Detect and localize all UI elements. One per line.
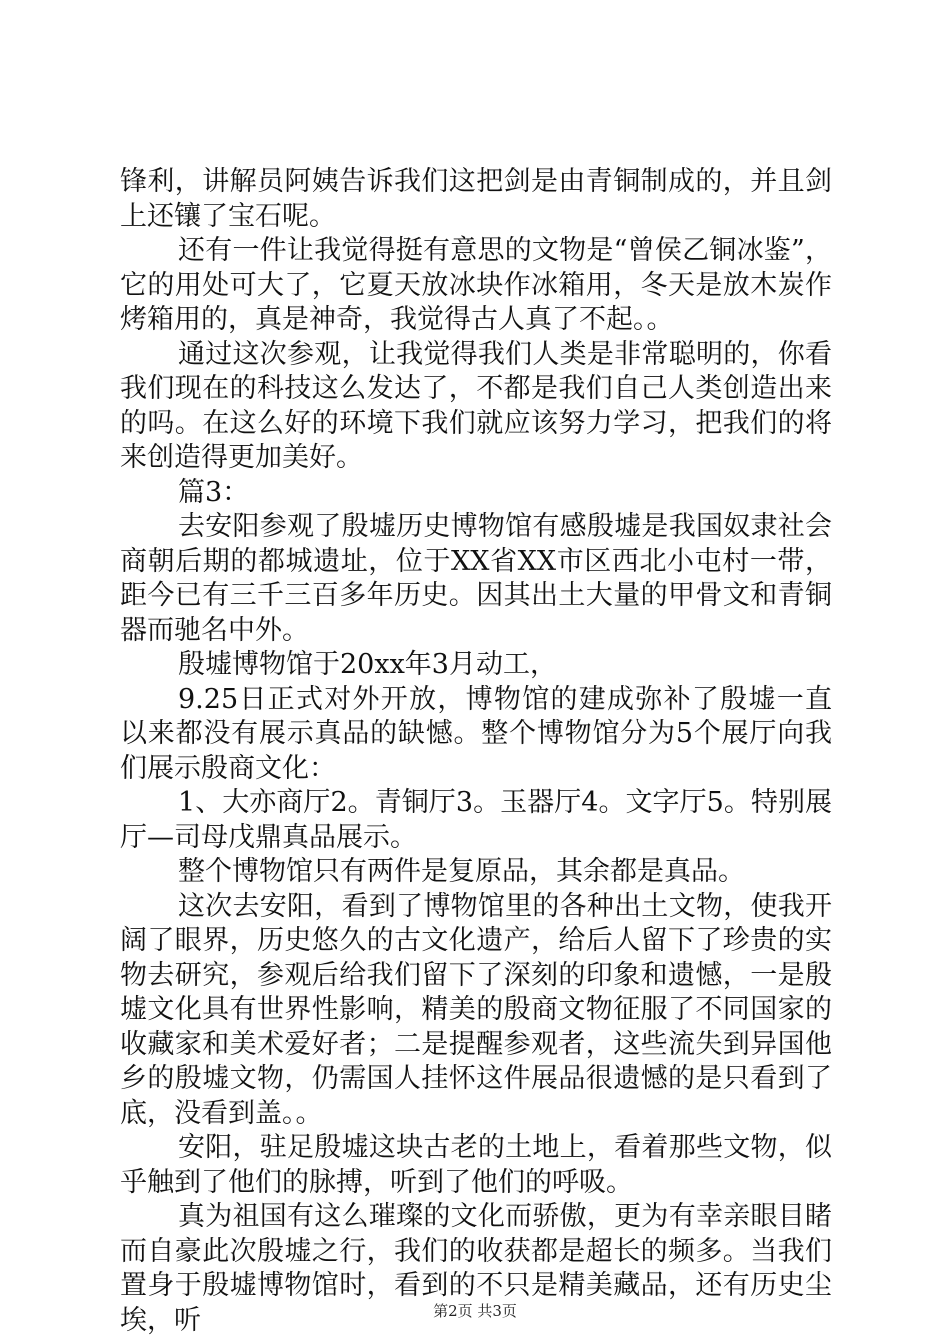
paragraph-7: 1、大亦商厅2。青铜厅3。玉器厅4。文字厅5。特别展厅—司母戊鼎真品展示。 bbox=[120, 787, 832, 853]
paragraph-5: 殷墟博物馆于20xx年3月动工， bbox=[178, 649, 557, 680]
paragraph-8: 整个博物馆只有两件是复原品，其余都是真品。 bbox=[178, 856, 745, 887]
section-heading: 篇3： bbox=[178, 476, 250, 508]
paragraph-1: 锋利，讲解员阿姨告诉我们这把剑是由青铜制成的，并且剑上还镶了宝石呢。 bbox=[120, 166, 832, 232]
page-footer: 第2页 共3页 bbox=[433, 1302, 517, 1320]
paragraph-2: 还有一件让我觉得挺有意思的文物是“曾侯乙铜冰鉴”，它的用处可大了，它夏天放冰块作冰箱用，冬天是放木炭作烤箱用的，真是神奇，我觉得古人真了不起。。 bbox=[120, 235, 832, 335]
document-body bbox=[120, 165, 832, 1338]
paragraph-11: 真为祖国有这么璀璨的文化而骄傲，更为有幸亲眼目睹而自豪此次殷墟之行，我们的收获都是超长的频多。当我们置身于殷墟博物馆时，看到的不只是精美藏品，还有历史尘埃，听 bbox=[120, 1201, 832, 1336]
paragraph-4: 去安阳参观了殷墟历史博物馆有感殷墟是我国奴隶社会商朝后期的都城遗址，位于XX省XX市区西北小屯村一带，距今已有三千三百多年历史。因其出土大量的甲骨文和青铜器而驰名中外。 bbox=[120, 511, 832, 646]
paragraph-10: 安阳，驻足殷墟这块古老的土地上，看着那些文物，似乎触到了他们的脉搏，听到了他们的呼吸。 bbox=[120, 1132, 832, 1198]
paragraph-6: 9.25日正式对外开放，博物馆的建成弥补了殷墟一直以来都没有展示真品的缺憾。整个博物馆分为5个展厅向我们展示殷商文化： bbox=[120, 683, 832, 784]
paragraph-9: 这次去安阳，看到了博物馆里的各种出土文物，使我开阔了眼界，历史悠久的古文化遗产，给后人留下了珍贵的实物去研究，参观后给我们留下了深刻的印象和遗憾，一是殷墟文化具有世界性影响，精美的殷商文物征服了不同国家的收藏家和美术爱好者；二是提醒参观者，这些流失到异国他乡的殷墟文物，仍需国人挂怀这件展品很遗憾的是只看到了底，没看到盖。。 bbox=[120, 890, 832, 1129]
paragraph-3: 通过这次参观，让我觉得我们人类是非常聪明的，你看我们现在的科技这么发达了，不都是我们自己人类创造出来的吗。在这么好的环境下我们就应该努力学习，把我们的将来创造得更加美好。 bbox=[120, 338, 832, 473]
